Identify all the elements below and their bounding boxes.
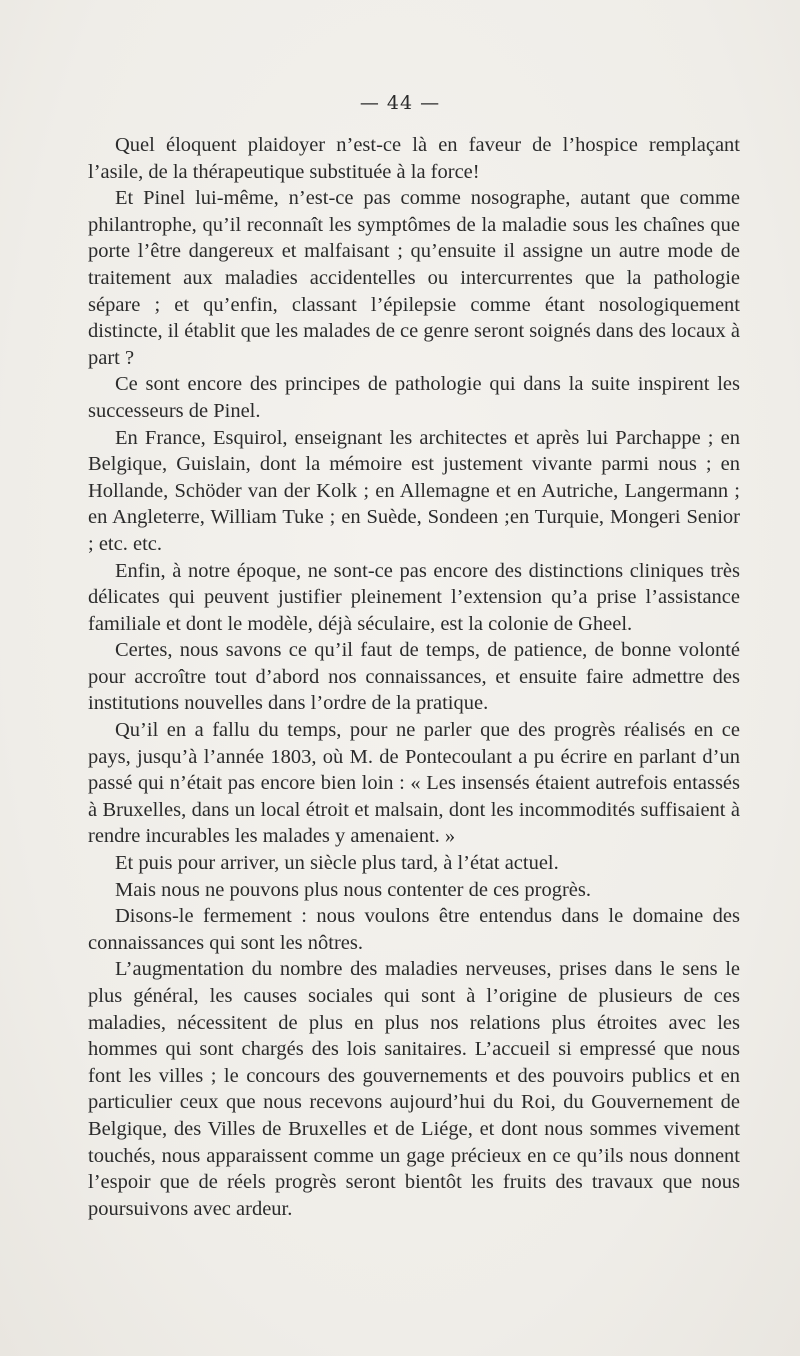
paragraph: Certes, nous savons ce qu’il faut de temps, de patience, de bonne volonté pour accroître tout d’abord nos connaissances, et ensuite faire admettre des institutions nouvelles dans l’ordre de la pratique. [88, 639, 740, 715]
paragraph: Enfin, à notre époque, ne sont-ce pas encore des distinctions cliniques très délicates qui peuvent justifier pleinement l’extension qu’a prise l’assistance familiale et dont le modèle, déjà séculaire, est la colonie de Gheel. [88, 559, 740, 635]
paragraph: Et Pinel lui-même, n’est-ce pas comme nosographe, autant que comme philantrophe, qu’il reconnaît les symptômes de la maladie sous les chaînes que porte l’être dangereux et malfaisant ; qu’ensuite il assigne un autre mode de traitement aux maladies accidentelles ou intercurrentes que la pathologie sépare ; et qu’enfin, classant l’épilepsie comme étant nosologiquement distincte, il établit que les malades de ce genre seront soignés dans des locaux à part ? [88, 187, 740, 369]
paragraph: Mais nous ne pouvons plus nous contenter de ces progrès. [115, 878, 591, 901]
paragraph: L’augmentation du nombre des maladies nerveuses, prises dans le sens le plus général, les causes sociales qui sont à l’origine de plusieurs de ces maladies, nécessitent de plus en plus nos relations plus étroites avec les hommes qui sont chargés des lois sanitaires. L’accueil si empressé que nous font les villes ; le concours des gouvernements et des pouvoirs publics et en particulier ceux que nous recevons aujourd’hui du Roi, du Gouvernement de Belgique, des Villes de Bruxelles et de Liége, et dont nous sommes vivement touchés, nous apparaissent comme un gage précieux en ce qu’ils nous donnent l’espoir que de réels progrès seront bientôt les fruits des travaux que nous poursuivons avec ardeur. [88, 958, 740, 1220]
body-text [88, 132, 740, 1222]
page-number: — 44 — [359, 92, 441, 114]
paragraph: Et puis pour arriver, un siècle plus tard, à l’état actuel. [115, 852, 559, 875]
paragraph: En France, Esquirol, enseignant les architectes et après lui Parchappe ; en Belgique, Guislain, dont la mémoire est justement vivante parmi nous ; en Hollande, Schöder van der Kolk ; en Allemagne et en Autriche, Langermann ; en Angleterre, William Tuke ; en Suède, Sondeen ;en Turquie, Mongeri Senior ; etc. etc. [88, 426, 740, 555]
paragraph: Qu’il en a fallu du temps, pour ne parler que des progrès réalisés en ce pays, jusqu’à l’année 1803, où M. de Pontecoulant a pu écrire en parlant d’un passé qui n’était pas encore bien loin : « Les insensés étaient autrefois entassés à Bruxelles, dans un local étroit et malsain, dont les incommodités suffisaient à rendre incurables les malades y amenaient. » [88, 719, 740, 848]
paragraph: Quel éloquent plaidoyer n’est-ce là en faveur de l’hospice remplaçant l’asile, de la thérapeutique substituée à la force! [88, 134, 740, 183]
paragraph: Ce sont encore des principes de pathologie qui dans la suite inspirent les successeurs de Pinel. [88, 373, 740, 422]
paragraph: Disons-le fermement : nous voulons être entendus dans le domaine des connaissances qui sont les nôtres. [88, 905, 740, 954]
